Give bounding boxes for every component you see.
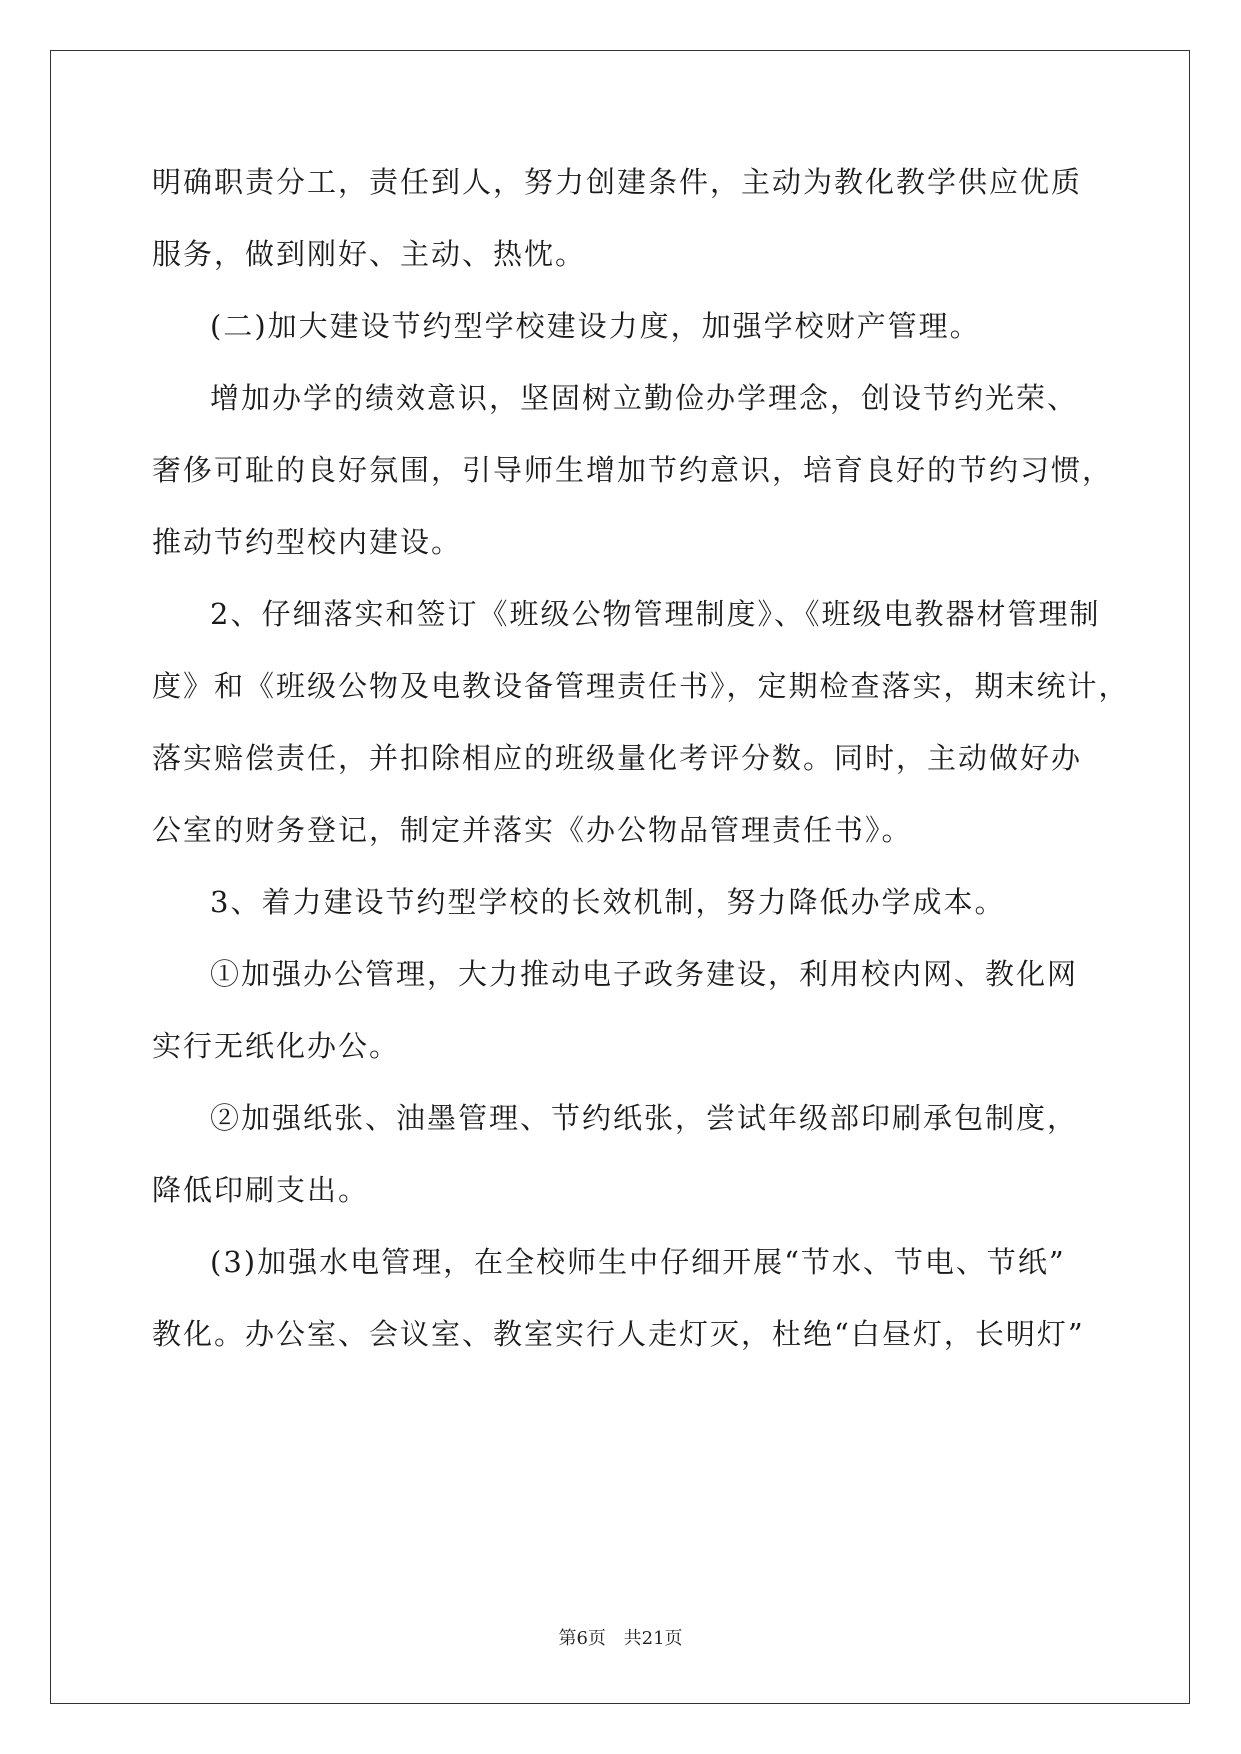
text-line: 奢侈可耻的良好氛围，引导师生增加节约意识，培育良好的节约习惯， <box>152 453 1114 487</box>
text-line: 教化。办公室、会议室、教室实行人走灯灭，杜绝“白昼灯，长明灯” <box>152 1317 1085 1351</box>
page-border <box>50 50 1190 1704</box>
text-line: 明确职责分工，责任到人，努力创建条件，主动为教化教学供应优质 <box>152 165 1083 199</box>
text-line: 度》和《班级公物及电教设备管理责任书》，定期检查落实，期末统计， <box>152 669 1130 703</box>
section-heading: (二)加大建设节约型学校建设力度，加强学校财产管理。 <box>210 309 981 343</box>
page-total: 共21页 <box>623 1628 683 1649</box>
text-line: (3)加强水电管理，在全校师生中仔细开展“节水、节电、节纸” <box>210 1245 1066 1279</box>
text-line: 降低印刷支出。 <box>152 1173 370 1207</box>
text-line: 落实赔偿责任，并扣除相应的班级量化考评分数。同时，主动做好办 <box>152 741 1083 775</box>
page-number: 第6页 <box>558 1628 606 1649</box>
text-line: 3、着力建设节约型学校的长效机制，努力降低办学成本。 <box>210 885 1006 919</box>
text-line: ①加强办公管理，大力推动电子政务建设，利用校内网、教化网 <box>210 957 1079 991</box>
text-line: 增加办学的绩效意识，坚固树立勤俭办学理念，创设节约光荣、 <box>210 381 1079 415</box>
text-line: 2、仔细落实和签订《班级公物管理制度》、《班级电教器材管理制 <box>210 597 1101 631</box>
text-line: 推动节约型校内建设。 <box>152 525 463 559</box>
text-line: ②加强纸张、油墨管理、节约纸张，尝试年级部印刷承包制度， <box>210 1101 1079 1135</box>
text-line: 实行无纸化办公。 <box>152 1029 401 1063</box>
text-line: 服务，做到刚好、主动、热忱。 <box>152 237 587 271</box>
text-line: 公室的财务登记，制定并落实《办公物品管理责任书》。 <box>152 813 913 847</box>
page-footer <box>0 1624 1241 1650</box>
